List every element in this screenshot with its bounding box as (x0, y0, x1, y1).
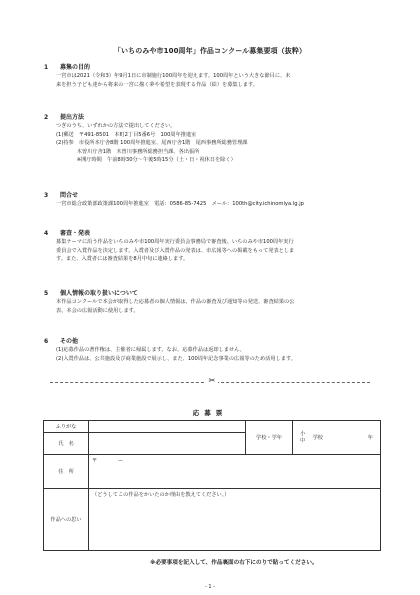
section-number: 5 (44, 290, 49, 297)
address-label: 住 所 (44, 455, 89, 489)
section-2-heading (44, 112, 84, 121)
section-4-heading (44, 228, 90, 237)
section-title: 審査・発表 (60, 230, 91, 237)
section-title: 提出方法 (60, 114, 85, 121)
section-5-heading (44, 288, 138, 297)
section-title: 個人情報の取り扱いについて (60, 290, 138, 297)
body-line: 本作品コンクールで本会が取得した応募者の個人情報は、作品の審査及び通知等の発送、審査結果の公 (56, 299, 295, 305)
body-line: (1)応募作品の著作権は、主催者に帰属します。なお、応募作品は返却しません。 (56, 347, 245, 353)
body-line: つぎのうち、いずれかの方法で提出してください。 (56, 123, 176, 129)
section-title: 問合せ (60, 192, 79, 199)
section-number: 3 (44, 192, 49, 199)
postal-mark: 〒 ー (92, 458, 124, 464)
section-title: その他 (60, 338, 79, 345)
body-line: (1)郵送 〒491-8501 本町2丁目5番6号 100周年推進室 (56, 131, 197, 138)
school-grade-label: 学校・学年 (246, 421, 293, 455)
section-number: 2 (44, 114, 49, 121)
section-number: 1 (44, 64, 49, 71)
body-line: 募集テーマに沿う作品をいちのみや市100周年実行委員会事務局で審査後、いちのみや市100周年実行 (56, 239, 294, 245)
furigana-field[interactable] (89, 421, 246, 433)
body-line: (2)入賞作品は、公共施設及び商業施設で展示し、また、100周年記念事業の広報等のため活用します。 (56, 355, 296, 362)
form-title: 応募票 (192, 409, 228, 417)
school-option-elementary[interactable]: 小 (300, 430, 306, 437)
section-3-body (56, 200, 376, 209)
scissors-icon: ✂ (206, 376, 218, 386)
section-2-body (56, 122, 376, 165)
thoughts-prompt: （どうしてこの作品をかいたのか理由を教えてください。） (92, 492, 230, 498)
name-label: 氏 名 (44, 433, 89, 455)
body-line: ※開庁時間 午前8時30分～午後5時15分（土・日・祝休日を除く） (56, 157, 236, 163)
section-number: 6 (44, 338, 49, 345)
name-field[interactable] (89, 433, 246, 455)
body-line: 木曽川庁舎1階 木曽川事務所総務担当課、各出張所 (56, 148, 200, 155)
thoughts-label: 作品への思い (44, 489, 89, 551)
address-field[interactable] (89, 455, 381, 489)
section-number: 4 (44, 230, 49, 237)
section-4-body (56, 238, 376, 264)
section-5-body (56, 298, 376, 315)
section-1-heading (44, 62, 90, 71)
thoughts-field[interactable] (89, 489, 381, 551)
body-line: 委員会で入賞作品を決定します。入賞者及び入賞作品の発表は、市広報等への掲載をもって発表としま (56, 247, 295, 254)
body-line: 一宮市は2021（令和3）年9月1日に市制施行100周年を迎えます。100周年という大きな節目に、未 (56, 73, 291, 79)
page-number: - 1 - (205, 584, 215, 590)
school-suffix: 学校 (312, 435, 323, 441)
section-1-body (56, 72, 376, 89)
footer-note: ※必要事項を記入して、作品裏面の右下にのりで貼ってください。 (150, 560, 318, 566)
school-grade-field[interactable] (293, 421, 381, 455)
body-line: 来を担う子ども達から将来の一宮に描く夢や希望を表現する作品（絵）を募集します。 (56, 81, 258, 88)
body-line: す。また、入賞者には審査結果を8月中旬に連絡します。 (56, 256, 189, 262)
body-line: 表、本会の広報活動に使用します。 (56, 307, 139, 314)
year-suffix: 年 (367, 435, 373, 441)
furigana-label: ふりがな (44, 421, 89, 433)
section-6-body (56, 346, 376, 363)
body-line: 一宮市総合政策部政策課100周年推進室 電話：0586-85-7425 メール：100th@city.ichinomiya.lg.jp (56, 201, 304, 207)
body-line: (2)持参 市役所本庁舎8階 100周年推進室、尾西庁舎1階 尾西事務所総務管理課 (56, 140, 248, 146)
section-3-heading (44, 190, 78, 199)
title-text: 「いちのみや市100周年」作品コンクール募集要項（抜粋） (113, 47, 307, 55)
application-form (43, 420, 381, 551)
page-title (0, 46, 420, 56)
school-option-junior-high[interactable]: 中 (300, 437, 306, 444)
section-6-heading (44, 336, 78, 345)
section-title: 募集の目的 (60, 64, 91, 71)
